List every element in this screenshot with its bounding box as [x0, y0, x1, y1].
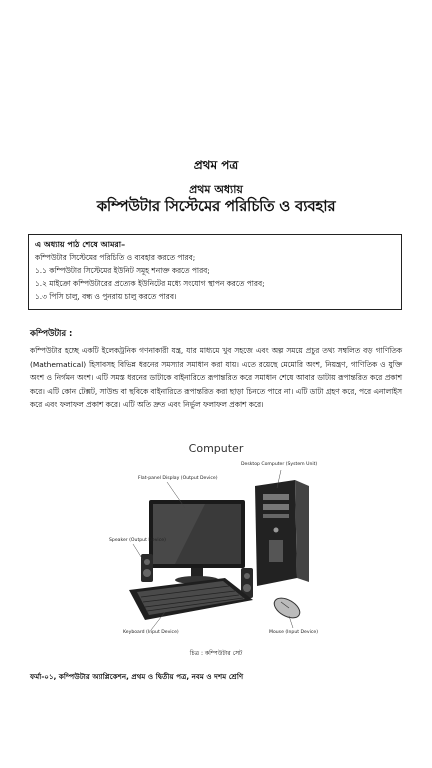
keyboard-label: Keyboard (Input Device): [123, 630, 179, 635]
objective-item: ১.১ কম্পিউটার সিস্টেমের ইউনিট সমূহ শনাক্ত করতে পারব;: [35, 266, 210, 275]
objectives-heading: এ অধ্যায় পাঠ শেষে আমরা–: [35, 240, 126, 249]
objective-item: ১.৩ পিসি চালু, বন্ধ ও পুনরায় চালু করতে পারব।: [35, 292, 177, 301]
section-paragraph: কম্পিউটার হচ্ছে একটি ইলেকট্রনিক গণনাকারী যন্ত্র, যার মাধ্যমে খুব সহজে এবং অল্প সময়ে প্রচুর তথ্য সম্বলিত বড় গাণিতিক (Mathematical) হিসাবসহ বিভিন্ন ধরনের সমস্যার সমাধান করা যায়। এতে রয়েছে মেমোরি অংশ, নিয়ন্ত্রণ, গাণিতিক ও যুক্তি অংশ ও নির্গমন অংশ। এটি সমস্ত ধরনের ডাটাকে বাইনারিতে রূপান্তরিত করে সমাধান শেষে আবার ডাটায় রূপান্তরিত করে প্রকাশ করে। এটি কোন টেক্সট, সাউন্ড বা ছবিকে বাইনারিতে রূপান্তরিত করা ছাড়া চিনতে পারে না। এটি ডাটা গ্রহণ করে, পরে এনালাইস করে এবং ফলাফল প্রকাশ করে। এটি অতি দ্রুত এবং নির্ভুল ফলাফল প্রকাশ করে।: [30, 346, 402, 409]
section-heading: কম্পিউটার :: [30, 328, 73, 338]
chapter-title: কম্পিউটার সিস্টেমের পরিচিতি ও ব্যবহার: [96, 197, 336, 215]
objective-item: ১.২ মাইক্রো কম্পিউটারের প্রত্যেক ইউনিটের মধ্যে সংযোগ স্থাপন করতে পারব;: [35, 279, 265, 288]
system-unit-label: Desktop Computer (System Unit): [241, 462, 318, 467]
keyboard-image: [129, 578, 253, 620]
mouse-label: Mouse (Input Device): [269, 630, 319, 635]
objective-item: কম্পিউটার সিস্টেমের পরিচিতি ও ব্যবহার করতে পারব;: [35, 253, 196, 262]
chapter-label: প্রথম অধ্যায়: [189, 183, 243, 196]
display-label: Flat-panel Display (Output Device): [138, 476, 218, 481]
mouse-image: [271, 594, 303, 622]
figure-caption: চিত্র : কম্পিউটার সেট: [189, 650, 243, 657]
system-unit-image: [255, 480, 309, 586]
page-footer: ফর্মা-০১, কম্পিউটার অ্যাপ্লিকেশন, প্রথম ও দ্বিতীয় পত্র, নবম ও দশম শ্রেণি: [30, 672, 244, 681]
paper-label: প্রথম পত্র: [193, 158, 239, 172]
computer-illustration: [105, 460, 345, 640]
figure-title: Computer: [188, 442, 244, 455]
speaker-left-image: [141, 554, 153, 582]
objectives-box: [28, 234, 402, 310]
speaker-label: Speaker (Output Device): [109, 538, 166, 543]
